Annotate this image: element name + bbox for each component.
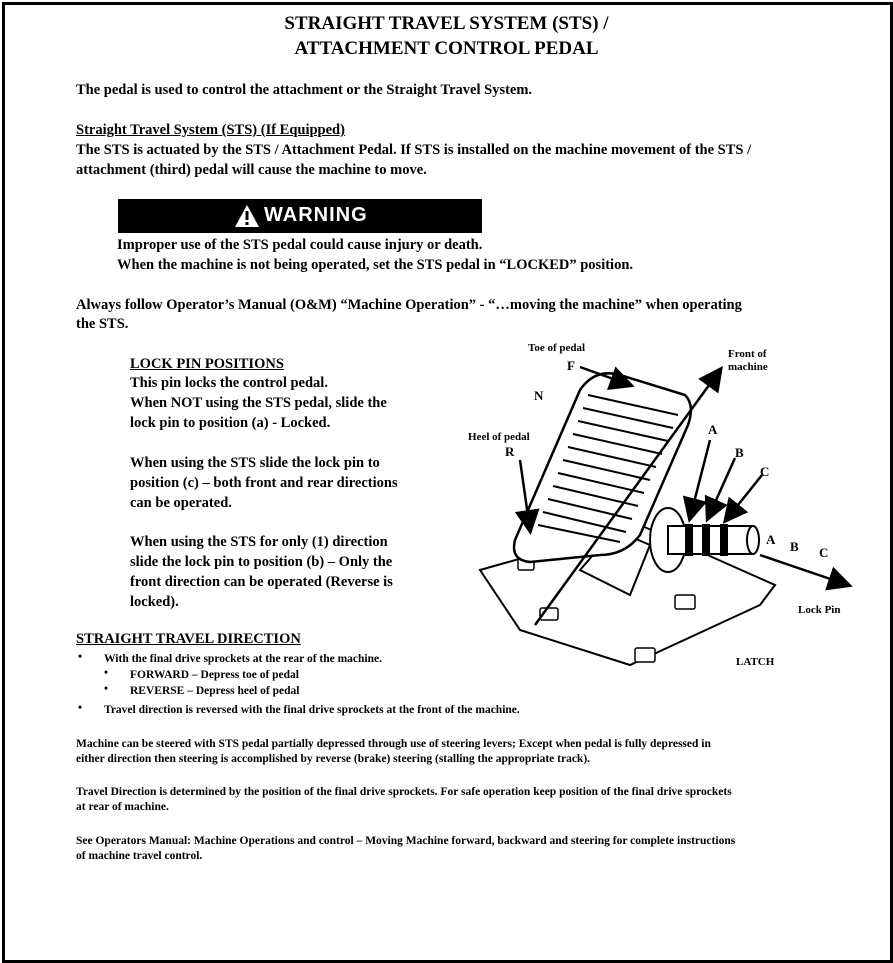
always-follow-line-2: the STS. [76, 316, 129, 332]
warning-triangle-icon [234, 204, 260, 228]
position-c-label: C [760, 464, 770, 479]
travel-para-line-2: at rear of machine. [76, 801, 169, 813]
warning-line-2: When the machine is not being operated, set the STS pedal in “LOCKED” position. [117, 257, 634, 273]
warning-label: WARNING [264, 204, 368, 226]
front-of-machine-label-2: machine [728, 361, 768, 373]
page-title-line-1: STRAIGHT TRAVEL SYSTEM (STS) / [284, 13, 609, 34]
toe-of-pedal-label: Toe of pedal [528, 342, 586, 354]
heel-of-pedal-label: Heel of pedal [468, 431, 530, 443]
travel-bullet-forward: FORWARD – Depress toe of pedal [130, 669, 299, 681]
lock-pin-text: lock pin to position (a) - Locked. [130, 415, 331, 431]
warning-line-1: Improper use of the STS pedal could cause injury or death. [117, 237, 483, 253]
lock-pin-label: Lock Pin [798, 604, 841, 616]
lock-pin-text: When NOT using the STS pedal, slide the [130, 395, 387, 411]
travel-bullet-reverse: REVERSE – Depress heel of pedal [130, 685, 300, 697]
steering-para-line-1: Machine can be steered with STS pedal partially depressed through use of steering levers; Except when pedal is fully depressed in [76, 738, 711, 750]
bullet-icon: • [78, 702, 83, 714]
always-follow-line-1: Always follow Operator’s Manual (O&M) “Machine Operation” - “…moving the machine” when operating [76, 297, 742, 313]
travel-direction-heading: STRAIGHT TRAVEL DIRECTION [76, 631, 301, 647]
warning-banner [118, 199, 482, 233]
steering-para-line-2: either direction then steering is accomplished by reverse (brake) steering (stalling the appropriate track). [76, 753, 591, 765]
front-of-machine-label-1: Front of [728, 348, 767, 360]
travel-bullet-1: With the final drive sprockets at the rear of the machine. [104, 653, 382, 665]
see-manual-line-2: of machine travel control. [76, 850, 203, 862]
sts-text-line-1: The STS is actuated by the STS / Attachment Pedal. If STS is installed on the machine movement of the STS / [76, 142, 752, 158]
heel-letter-r: R [505, 444, 515, 459]
pedal-illustration [440, 330, 880, 680]
travel-para-line-1: Travel Direction is determined by the position of the final drive sprockets. For safe operation keep position of the final drive sprockets [76, 786, 732, 798]
travel-bullet-2: Travel direction is reversed with the final drive sprockets at the front of the machine. [104, 704, 520, 716]
lock-pin-text: When using the STS slide the lock pin to [130, 455, 380, 471]
latch-label: LATCH [736, 656, 775, 668]
position-a-label: A [708, 422, 718, 437]
lock-pin-text: front direction can be operated (Reverse is [130, 574, 393, 590]
lock-pin-text: position (c) – both front and rear directions [130, 475, 398, 491]
pin-a-label: A [766, 532, 776, 547]
bullet-icon: • [104, 683, 109, 695]
pedal-diagram [440, 330, 880, 680]
sts-heading: Straight Travel System (STS) (If Equipped) [76, 122, 345, 138]
lock-pin-heading: LOCK PIN POSITIONS [130, 356, 284, 372]
sts-text-line-2: attachment (third) pedal will cause the machine to move. [76, 162, 427, 178]
toe-letter-f: F [567, 358, 575, 373]
position-b-label: B [735, 445, 744, 460]
lock-pin-text: slide the lock pin to position (b) – Only the [130, 554, 393, 570]
bullet-icon: • [78, 651, 83, 663]
lock-pin-text: can be operated. [130, 495, 232, 511]
page-title-line-2: ATTACHMENT CONTROL PEDAL [294, 38, 599, 59]
intro-text: The pedal is used to control the attachment or the Straight Travel System. [76, 82, 533, 98]
pin-b-label: B [790, 539, 799, 554]
bullet-icon: • [104, 667, 109, 679]
see-manual-line-1: See Operators Manual: Machine Operations and control – Moving Machine forward, backward and steering for complete instructions [76, 835, 736, 847]
lock-pin-text: locked). [130, 594, 179, 610]
lock-pin-text: This pin locks the control pedal. [130, 375, 328, 391]
lock-pin-text: When using the STS for only (1) direction [130, 534, 388, 550]
pin-c-label: C [819, 545, 829, 560]
neutral-letter-n: N [534, 388, 544, 403]
